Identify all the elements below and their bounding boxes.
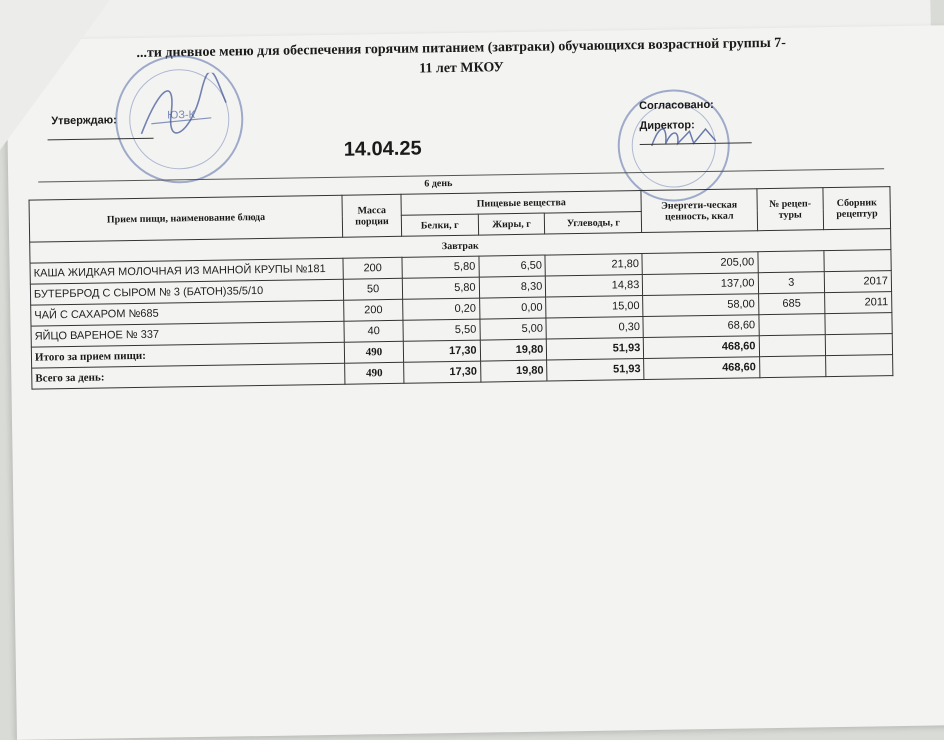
meal-total-fat: 19,80 bbox=[480, 339, 547, 361]
dish-protein: 0,20 bbox=[402, 298, 479, 320]
dish-mass: 40 bbox=[344, 320, 403, 342]
director-label: Директор: bbox=[639, 119, 695, 133]
header-carbs: Углеводы, г bbox=[545, 212, 642, 235]
dish-energy: 58,00 bbox=[643, 294, 759, 317]
dish-carbs: 21,80 bbox=[545, 254, 642, 277]
dish-name: БУТЕРБРОД С СЫРОМ № 3 (БАТОН)35/5/10 bbox=[30, 279, 344, 305]
dish-fat: 6,50 bbox=[479, 255, 546, 277]
approve-label: Утверждаю: bbox=[51, 114, 117, 128]
day-total-recipe bbox=[759, 356, 826, 378]
heading-line-1: ...ти дневное меню для обеспечения горячим питанием (завтраки) обучающихся возрастной группы 7- bbox=[136, 35, 787, 61]
dish-collection: 2017 bbox=[824, 271, 891, 293]
dish-collection: 2011 bbox=[825, 292, 892, 314]
dish-mass: 200 bbox=[343, 257, 402, 279]
meal-total-protein: 17,30 bbox=[403, 340, 480, 362]
day-total-mass: 490 bbox=[345, 362, 404, 384]
dish-name: ЯЙЦО ВАРЕНОЕ № 337 bbox=[31, 321, 345, 347]
header-protein: Белки, г bbox=[401, 214, 478, 236]
director-signature bbox=[649, 121, 719, 152]
day-total-fat: 19,80 bbox=[480, 360, 547, 382]
menu-table bbox=[29, 186, 894, 390]
header-fat: Жиры, г bbox=[478, 213, 545, 235]
meal-total-carbs: 51,93 bbox=[547, 338, 644, 361]
day-total-label: Всего за день: bbox=[32, 363, 346, 389]
header-collection: Сборник рецептур bbox=[823, 187, 890, 230]
agreed-label: Согласовано: bbox=[639, 98, 714, 113]
dish-recipe: 685 bbox=[758, 293, 825, 315]
approval-signature bbox=[131, 72, 232, 144]
meal-total-recipe bbox=[759, 335, 826, 357]
meal-total-label: Итого за прием пищи: bbox=[31, 342, 345, 368]
meal-total-energy: 468,60 bbox=[644, 336, 760, 359]
dish-protein: 5,80 bbox=[402, 256, 479, 278]
dish-mass: 200 bbox=[344, 299, 403, 321]
meal-total-collection bbox=[825, 334, 892, 356]
day-label: 6 день bbox=[424, 178, 453, 190]
dish-protein: 5,50 bbox=[403, 319, 480, 341]
dish-energy: 205,00 bbox=[642, 252, 758, 275]
day-total-collection bbox=[826, 355, 893, 377]
folded-page-corner bbox=[0, 0, 110, 150]
dish-recipe bbox=[758, 314, 825, 336]
dish-mass: 50 bbox=[344, 278, 403, 300]
stamp-text: ЮЗ-К bbox=[167, 109, 196, 122]
dish-name: ЧАЙ С САХАРОМ №685 bbox=[31, 300, 345, 326]
dish-carbs: 0,30 bbox=[546, 317, 643, 340]
day-total-protein: 17,30 bbox=[403, 361, 480, 383]
header-dish: Прием пищи, наименование блюда bbox=[29, 195, 343, 242]
header-recipe: № рецеп-туры bbox=[756, 188, 823, 231]
dish-fat: 8,30 bbox=[479, 276, 546, 298]
dish-protein: 5,80 bbox=[402, 277, 479, 299]
day-total-energy: 468,60 bbox=[644, 357, 760, 380]
dish-fat: 0,00 bbox=[479, 297, 546, 319]
dish-carbs: 14,83 bbox=[546, 275, 643, 298]
dish-energy: 137,00 bbox=[643, 273, 759, 296]
dish-collection bbox=[824, 250, 891, 272]
menu-document bbox=[6, 25, 944, 740]
dish-fat: 5,00 bbox=[480, 318, 547, 340]
header-mass: Масса порции bbox=[342, 194, 401, 237]
section-breakfast: Завтрак bbox=[30, 229, 891, 264]
menu-date: 14.04.25 bbox=[343, 137, 422, 161]
dish-energy: 68,60 bbox=[643, 315, 759, 338]
day-total-carbs: 51,93 bbox=[547, 359, 644, 382]
header-energy: Энергети-ческая ценность, ккал bbox=[641, 189, 757, 233]
meal-total-mass: 490 bbox=[345, 341, 404, 363]
dish-recipe bbox=[757, 251, 824, 273]
dish-name: КАША ЖИДКАЯ МОЛОЧНАЯ ИЗ МАННОЙ КРУПЫ №181 bbox=[30, 258, 344, 284]
dish-carbs: 15,00 bbox=[546, 296, 643, 319]
heading-line-2: 11 лет МКОУ bbox=[419, 60, 504, 77]
dish-collection bbox=[825, 313, 892, 335]
dish-recipe: 3 bbox=[758, 272, 825, 294]
header-nutrients: Пищевые вещества bbox=[401, 191, 642, 216]
